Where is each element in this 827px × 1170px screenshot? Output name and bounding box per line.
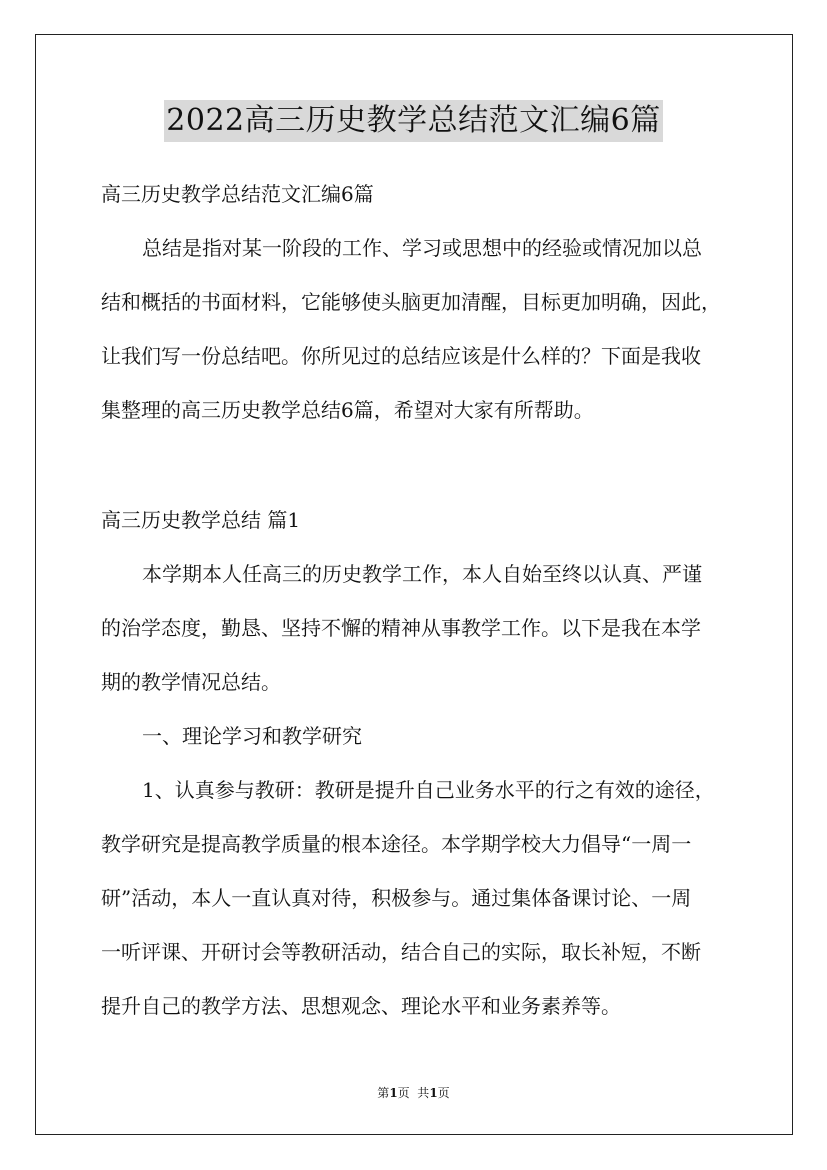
total-pages: 1 — [429, 1086, 438, 1100]
page-number: 1 — [389, 1086, 398, 1100]
paragraph-line: 研”活动，本人一直认真对待，积极参与。通过集体备课讨论、一周 — [101, 886, 692, 910]
document-title: 2022高三历史教学总结范文汇编6篇 — [164, 100, 662, 142]
paragraph-line: 本学期本人任高三的历史教学工作，本人自始至终以认真、严谨 — [142, 562, 702, 586]
paragraph-line: 期的教学情况总结。 — [101, 670, 281, 694]
paragraph-line: 教学研究是提高教学质量的根本途径。本学期学校大力倡导“一周一 — [101, 832, 692, 856]
paragraph-line: 集整理的高三历史教学总结6篇，希望对大家有所帮助。 — [101, 398, 594, 422]
page-footer — [0, 1085, 827, 1101]
subtitle-line: 高三历史教学总结范文汇编6篇 — [101, 182, 374, 206]
title-container — [0, 100, 827, 142]
paragraph-line: 1、认真参与教研：教研是提升自己业务水平的行之有效的途径， — [142, 778, 715, 802]
paragraph-line: 总结是指对某一阶段的工作、学习或思想中的经验或情况加以总 — [142, 236, 702, 260]
paragraph-line: 一听评课、开研讨会等教研活动，结合自己的实际，取长补短，不断 — [101, 940, 701, 964]
subsection-heading: 一、理论学习和教学研究 — [142, 724, 362, 748]
section-heading: 高三历史教学总结 篇1 — [101, 508, 301, 532]
paragraph-line: 结和概括的书面材料，它能够使头脑更加清醒，目标更加明确，因此， — [101, 290, 721, 314]
page-label-suffix: 页 — [437, 1086, 450, 1100]
paragraph-line: 提升自己的教学方法、思想观念、理论水平和业务素养等。 — [101, 994, 621, 1018]
page-label-prefix: 第 — [377, 1086, 390, 1100]
page-label-mid: 页 共 — [397, 1086, 430, 1100]
paragraph-line: 的治学态度，勤恳、坚持不懈的精神从事教学工作。以下是我在本学 — [101, 616, 701, 640]
paragraph-line: 让我们写一份总结吧。你所见过的总结应该是什么样的？下面是我收 — [101, 344, 701, 368]
